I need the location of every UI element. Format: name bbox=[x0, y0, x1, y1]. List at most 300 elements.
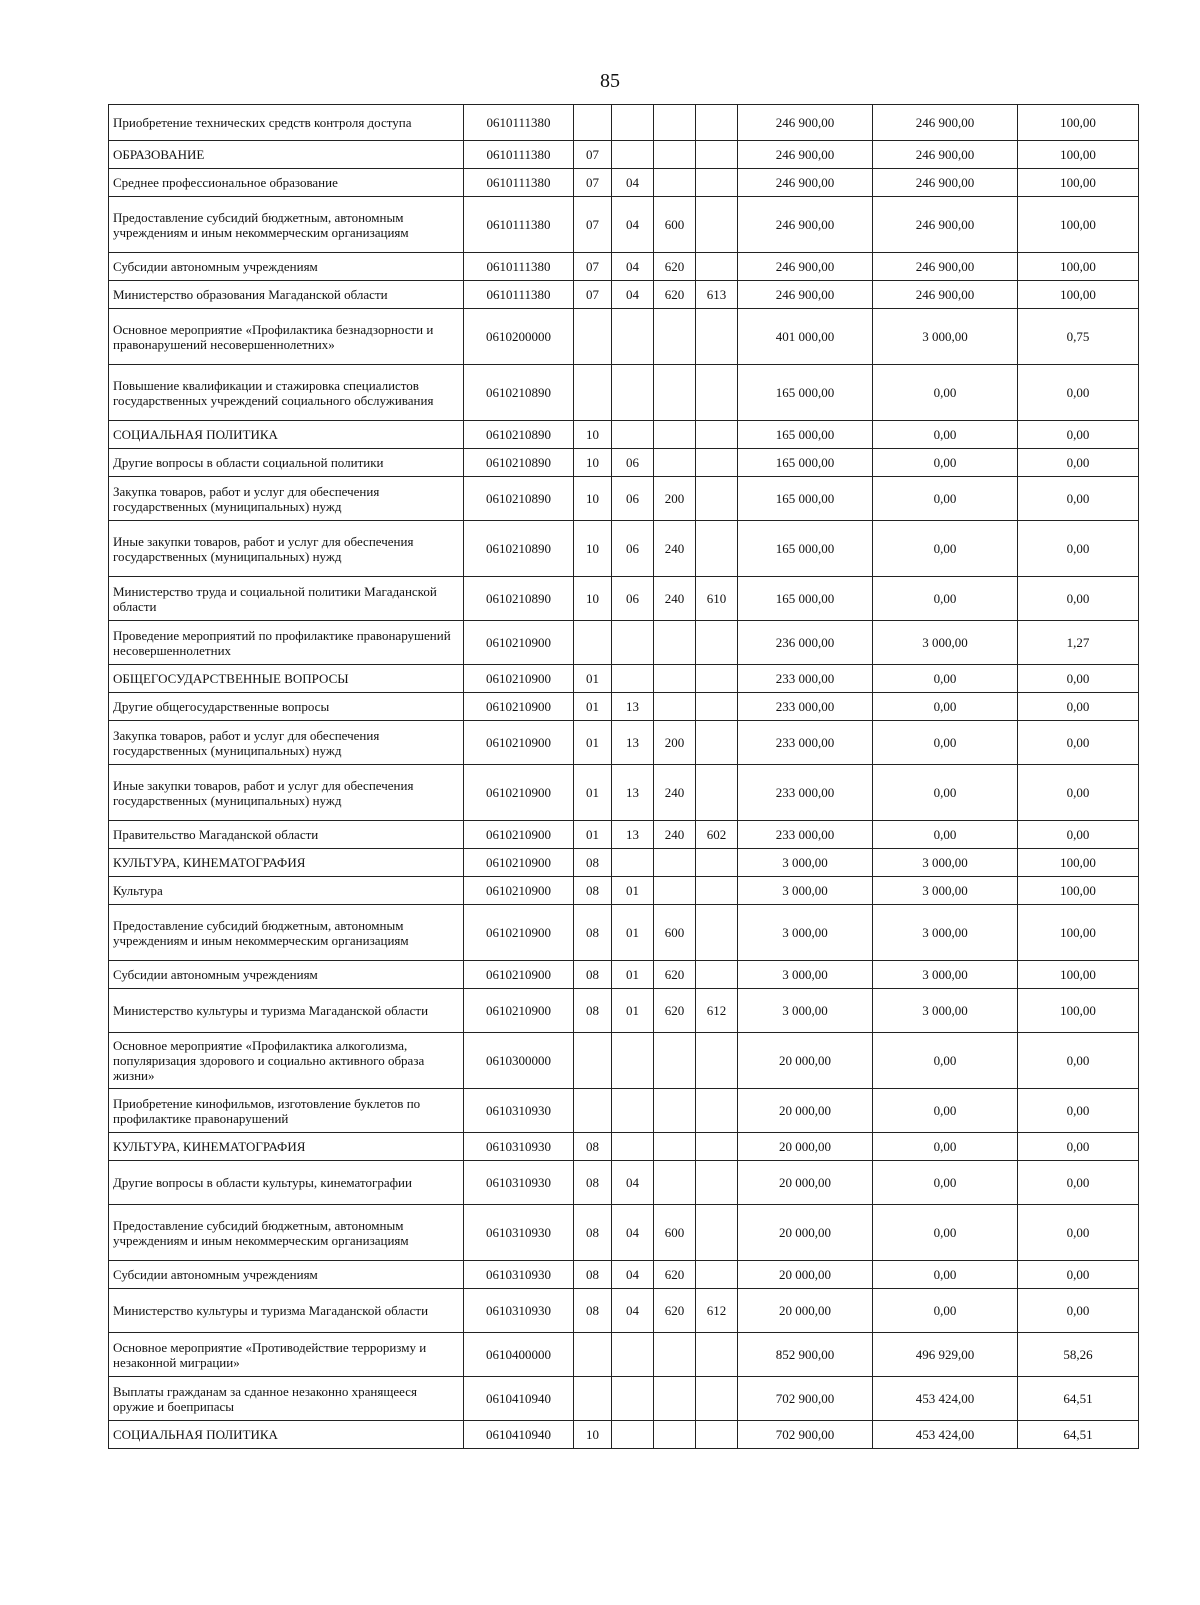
row-percent: 100,00 bbox=[1018, 905, 1139, 961]
row-target-code: 0610210900 bbox=[464, 765, 574, 821]
row-expense-type-code bbox=[654, 1377, 696, 1421]
row-planned-amount: 246 900,00 bbox=[738, 253, 873, 281]
row-percent: 100,00 bbox=[1018, 961, 1139, 989]
table-row bbox=[109, 905, 1139, 961]
row-subsection-code bbox=[612, 1377, 654, 1421]
row-name: Предоставление субсидий бюджетным, автономным учреждениям и иным некоммерческим организациям bbox=[109, 197, 464, 253]
row-expense-type-code bbox=[654, 1089, 696, 1133]
row-name: Иные закупки товаров, работ и услуг для обеспечения государственных (муниципальных) нужд bbox=[109, 765, 464, 821]
row-name: Министерство культуры и туризма Магаданской области bbox=[109, 989, 464, 1033]
row-percent: 0,00 bbox=[1018, 721, 1139, 765]
row-section-code: 08 bbox=[574, 961, 612, 989]
row-subsection-code: 06 bbox=[612, 449, 654, 477]
row-section-code: 07 bbox=[574, 169, 612, 197]
row-percent: 0,00 bbox=[1018, 521, 1139, 577]
row-actual-amount: 0,00 bbox=[873, 765, 1018, 821]
row-subsection-code: 04 bbox=[612, 1289, 654, 1333]
row-name: Другие вопросы в области социальной политики bbox=[109, 449, 464, 477]
table-row bbox=[109, 477, 1139, 521]
table-row bbox=[109, 765, 1139, 821]
row-target-code: 0610111380 bbox=[464, 105, 574, 141]
row-percent: 58,26 bbox=[1018, 1333, 1139, 1377]
row-actual-amount: 0,00 bbox=[873, 365, 1018, 421]
row-planned-amount: 233 000,00 bbox=[738, 693, 873, 721]
row-planned-amount: 852 900,00 bbox=[738, 1333, 873, 1377]
row-subsection-code: 04 bbox=[612, 197, 654, 253]
table-row bbox=[109, 421, 1139, 449]
row-planned-amount: 20 000,00 bbox=[738, 1161, 873, 1205]
row-planned-amount: 165 000,00 bbox=[738, 365, 873, 421]
row-target-code: 0610210900 bbox=[464, 989, 574, 1033]
row-subsection-code: 01 bbox=[612, 877, 654, 905]
row-actual-amount: 0,00 bbox=[873, 821, 1018, 849]
row-planned-amount: 233 000,00 bbox=[738, 721, 873, 765]
row-agency-code bbox=[696, 421, 738, 449]
row-name: Повышение квалификации и стажировка специалистов государственных учреждений социального обслуживания bbox=[109, 365, 464, 421]
row-target-code: 0610210890 bbox=[464, 365, 574, 421]
row-expense-type-code bbox=[654, 1161, 696, 1205]
row-expense-type-code bbox=[654, 621, 696, 665]
row-planned-amount: 165 000,00 bbox=[738, 421, 873, 449]
row-planned-amount: 246 900,00 bbox=[738, 169, 873, 197]
row-actual-amount: 246 900,00 bbox=[873, 197, 1018, 253]
row-agency-code bbox=[696, 365, 738, 421]
row-expense-type-code bbox=[654, 365, 696, 421]
table-row bbox=[109, 253, 1139, 281]
row-percent: 0,00 bbox=[1018, 1289, 1139, 1333]
row-agency-code bbox=[696, 1033, 738, 1089]
table-row bbox=[109, 449, 1139, 477]
table-row bbox=[109, 521, 1139, 577]
row-subsection-code: 13 bbox=[612, 721, 654, 765]
row-expense-type-code bbox=[654, 169, 696, 197]
row-agency-code bbox=[696, 141, 738, 169]
row-section-code: 10 bbox=[574, 477, 612, 521]
table-row bbox=[109, 1333, 1139, 1377]
row-planned-amount: 3 000,00 bbox=[738, 905, 873, 961]
row-agency-code bbox=[696, 1377, 738, 1421]
row-planned-amount: 165 000,00 bbox=[738, 521, 873, 577]
row-name: Предоставление субсидий бюджетным, автономным учреждениям и иным некоммерческим организациям bbox=[109, 1205, 464, 1261]
row-section-code: 01 bbox=[574, 721, 612, 765]
row-percent: 100,00 bbox=[1018, 169, 1139, 197]
row-subsection-code bbox=[612, 1333, 654, 1377]
table-row bbox=[109, 577, 1139, 621]
row-expense-type-code bbox=[654, 1333, 696, 1377]
row-target-code: 0610410940 bbox=[464, 1421, 574, 1449]
row-agency-code bbox=[696, 721, 738, 765]
row-target-code: 0610400000 bbox=[464, 1333, 574, 1377]
row-section-code: 10 bbox=[574, 449, 612, 477]
row-target-code: 0610210890 bbox=[464, 421, 574, 449]
row-agency-code: 602 bbox=[696, 821, 738, 849]
row-target-code: 0610111380 bbox=[464, 169, 574, 197]
row-subsection-code bbox=[612, 665, 654, 693]
row-agency-code bbox=[696, 961, 738, 989]
row-percent: 100,00 bbox=[1018, 877, 1139, 905]
row-target-code: 0610210900 bbox=[464, 665, 574, 693]
row-name: Основное мероприятие «Профилактика алкоголизма, популяризация здорового и социально активного образа жизни» bbox=[109, 1033, 464, 1089]
row-section-code bbox=[574, 105, 612, 141]
row-subsection-code: 06 bbox=[612, 477, 654, 521]
table-row bbox=[109, 1377, 1139, 1421]
row-agency-code bbox=[696, 477, 738, 521]
row-percent: 0,00 bbox=[1018, 1261, 1139, 1289]
row-percent: 0,00 bbox=[1018, 1133, 1139, 1161]
row-agency-code bbox=[696, 105, 738, 141]
row-expense-type-code: 600 bbox=[654, 905, 696, 961]
row-name: Правительство Магаданской области bbox=[109, 821, 464, 849]
row-name: Приобретение технических средств контроля доступа bbox=[109, 105, 464, 141]
row-actual-amount: 0,00 bbox=[873, 1133, 1018, 1161]
row-actual-amount: 0,00 bbox=[873, 449, 1018, 477]
row-actual-amount: 0,00 bbox=[873, 721, 1018, 765]
row-expense-type-code bbox=[654, 877, 696, 905]
row-actual-amount: 0,00 bbox=[873, 1205, 1018, 1261]
row-section-code: 08 bbox=[574, 905, 612, 961]
row-agency-code bbox=[696, 1333, 738, 1377]
row-percent: 100,00 bbox=[1018, 105, 1139, 141]
row-section-code bbox=[574, 1089, 612, 1133]
row-actual-amount: 0,00 bbox=[873, 577, 1018, 621]
row-expense-type-code bbox=[654, 1133, 696, 1161]
row-agency-code bbox=[696, 253, 738, 281]
row-planned-amount: 3 000,00 bbox=[738, 989, 873, 1033]
row-actual-amount: 3 000,00 bbox=[873, 961, 1018, 989]
row-section-code: 07 bbox=[574, 253, 612, 281]
row-planned-amount: 233 000,00 bbox=[738, 665, 873, 693]
table-row bbox=[109, 721, 1139, 765]
row-target-code: 0610310930 bbox=[464, 1089, 574, 1133]
row-target-code: 0610111380 bbox=[464, 197, 574, 253]
row-agency-code bbox=[696, 765, 738, 821]
row-section-code bbox=[574, 621, 612, 665]
row-section-code: 07 bbox=[574, 281, 612, 309]
row-name: Министерство образования Магаданской области bbox=[109, 281, 464, 309]
table-row bbox=[109, 849, 1139, 877]
row-target-code: 0610210890 bbox=[464, 477, 574, 521]
row-actual-amount: 453 424,00 bbox=[873, 1377, 1018, 1421]
row-expense-type-code bbox=[654, 1033, 696, 1089]
row-expense-type-code bbox=[654, 141, 696, 169]
row-target-code: 0610210900 bbox=[464, 621, 574, 665]
row-percent: 0,00 bbox=[1018, 477, 1139, 521]
row-expense-type-code: 240 bbox=[654, 765, 696, 821]
row-percent: 0,00 bbox=[1018, 365, 1139, 421]
row-planned-amount: 165 000,00 bbox=[738, 449, 873, 477]
row-agency-code bbox=[696, 621, 738, 665]
row-subsection-code bbox=[612, 1133, 654, 1161]
row-percent: 0,00 bbox=[1018, 765, 1139, 821]
row-target-code: 0610111380 bbox=[464, 281, 574, 309]
row-subsection-code: 04 bbox=[612, 281, 654, 309]
row-percent: 0,00 bbox=[1018, 449, 1139, 477]
table-row bbox=[109, 281, 1139, 309]
table-row bbox=[109, 1421, 1139, 1449]
row-section-code: 08 bbox=[574, 877, 612, 905]
row-name: Проведение мероприятий по профилактике правонарушений несовершеннолетних bbox=[109, 621, 464, 665]
row-agency-code bbox=[696, 521, 738, 577]
row-planned-amount: 702 900,00 bbox=[738, 1421, 873, 1449]
row-planned-amount: 246 900,00 bbox=[738, 197, 873, 253]
table-row bbox=[109, 1133, 1139, 1161]
row-expense-type-code: 240 bbox=[654, 577, 696, 621]
row-expense-type-code bbox=[654, 105, 696, 141]
row-section-code: 10 bbox=[574, 421, 612, 449]
row-percent: 0,00 bbox=[1018, 1205, 1139, 1261]
row-planned-amount: 3 000,00 bbox=[738, 849, 873, 877]
row-actual-amount: 496 929,00 bbox=[873, 1333, 1018, 1377]
row-planned-amount: 20 000,00 bbox=[738, 1205, 873, 1261]
row-subsection-code: 04 bbox=[612, 253, 654, 281]
row-planned-amount: 20 000,00 bbox=[738, 1089, 873, 1133]
row-name: Основное мероприятие «Противодействие терроризму и незаконной миграции» bbox=[109, 1333, 464, 1377]
row-subsection-code bbox=[612, 141, 654, 169]
row-expense-type-code bbox=[654, 449, 696, 477]
row-percent: 1,27 bbox=[1018, 621, 1139, 665]
row-section-code: 10 bbox=[574, 1421, 612, 1449]
row-agency-code bbox=[696, 905, 738, 961]
row-name: Министерство труда и социальной политики Магаданской области bbox=[109, 577, 464, 621]
row-expense-type-code bbox=[654, 1421, 696, 1449]
row-subsection-code bbox=[612, 849, 654, 877]
budget-table-body bbox=[109, 105, 1139, 1449]
row-name: Приобретение кинофильмов, изготовление буклетов по профилактике правонарушений bbox=[109, 1089, 464, 1133]
row-planned-amount: 233 000,00 bbox=[738, 765, 873, 821]
row-agency-code bbox=[696, 877, 738, 905]
row-section-code bbox=[574, 1333, 612, 1377]
budget-table bbox=[108, 104, 1139, 1449]
row-section-code: 08 bbox=[574, 989, 612, 1033]
row-target-code: 0610111380 bbox=[464, 141, 574, 169]
row-agency-code bbox=[696, 1161, 738, 1205]
row-actual-amount: 3 000,00 bbox=[873, 849, 1018, 877]
row-agency-code bbox=[696, 309, 738, 365]
row-name: СОЦИАЛЬНАЯ ПОЛИТИКА bbox=[109, 1421, 464, 1449]
row-agency-code bbox=[696, 849, 738, 877]
row-target-code: 0610200000 bbox=[464, 309, 574, 365]
table-row bbox=[109, 961, 1139, 989]
row-planned-amount: 20 000,00 bbox=[738, 1033, 873, 1089]
row-target-code: 0610310930 bbox=[464, 1205, 574, 1261]
row-name: СОЦИАЛЬНАЯ ПОЛИТИКА bbox=[109, 421, 464, 449]
row-subsection-code bbox=[612, 365, 654, 421]
row-actual-amount: 0,00 bbox=[873, 665, 1018, 693]
row-expense-type-code: 620 bbox=[654, 281, 696, 309]
row-name: Закупка товаров, работ и услуг для обеспечения государственных (муниципальных) нужд bbox=[109, 721, 464, 765]
row-percent: 100,00 bbox=[1018, 197, 1139, 253]
table-row bbox=[109, 821, 1139, 849]
row-subsection-code: 06 bbox=[612, 521, 654, 577]
row-section-code: 10 bbox=[574, 521, 612, 577]
row-section-code: 07 bbox=[574, 197, 612, 253]
row-name: КУЛЬТУРА, КИНЕМАТОГРАФИЯ bbox=[109, 849, 464, 877]
row-target-code: 0610210900 bbox=[464, 877, 574, 905]
row-subsection-code bbox=[612, 309, 654, 365]
row-percent: 0,00 bbox=[1018, 693, 1139, 721]
row-planned-amount: 20 000,00 bbox=[738, 1289, 873, 1333]
row-actual-amount: 246 900,00 bbox=[873, 169, 1018, 197]
row-section-code bbox=[574, 365, 612, 421]
row-agency-code bbox=[696, 693, 738, 721]
row-agency-code bbox=[696, 169, 738, 197]
row-expense-type-code: 240 bbox=[654, 521, 696, 577]
table-row bbox=[109, 665, 1139, 693]
row-agency-code bbox=[696, 1421, 738, 1449]
row-target-code: 0610210900 bbox=[464, 821, 574, 849]
row-name: Выплаты гражданам за сданное незаконно хранящееся оружие и боеприпасы bbox=[109, 1377, 464, 1421]
row-name: Закупка товаров, работ и услуг для обеспечения государственных (муниципальных) нужд bbox=[109, 477, 464, 521]
row-expense-type-code bbox=[654, 665, 696, 693]
row-subsection-code: 01 bbox=[612, 961, 654, 989]
row-planned-amount: 401 000,00 bbox=[738, 309, 873, 365]
row-name: Министерство культуры и туризма Магаданской области bbox=[109, 1289, 464, 1333]
row-agency-code bbox=[696, 1261, 738, 1289]
row-section-code: 07 bbox=[574, 141, 612, 169]
row-planned-amount: 165 000,00 bbox=[738, 577, 873, 621]
row-planned-amount: 3 000,00 bbox=[738, 877, 873, 905]
row-section-code: 10 bbox=[574, 577, 612, 621]
row-name: Субсидии автономным учреждениям bbox=[109, 961, 464, 989]
row-name: Другие общегосударственные вопросы bbox=[109, 693, 464, 721]
row-target-code: 0610111380 bbox=[464, 253, 574, 281]
row-planned-amount: 20 000,00 bbox=[738, 1261, 873, 1289]
row-section-code: 08 bbox=[574, 1205, 612, 1261]
table-row bbox=[109, 1033, 1139, 1089]
row-actual-amount: 0,00 bbox=[873, 521, 1018, 577]
row-target-code: 0610210900 bbox=[464, 905, 574, 961]
row-target-code: 0610210890 bbox=[464, 521, 574, 577]
row-subsection-code: 13 bbox=[612, 693, 654, 721]
row-target-code: 0610310930 bbox=[464, 1289, 574, 1333]
row-section-code: 08 bbox=[574, 1133, 612, 1161]
row-name: ОБЩЕГОСУДАРСТВЕННЫЕ ВОПРОСЫ bbox=[109, 665, 464, 693]
row-percent: 64,51 bbox=[1018, 1377, 1139, 1421]
row-name: Субсидии автономным учреждениям bbox=[109, 253, 464, 281]
row-agency-code: 610 bbox=[696, 577, 738, 621]
row-section-code: 08 bbox=[574, 1289, 612, 1333]
row-percent: 100,00 bbox=[1018, 253, 1139, 281]
row-actual-amount: 0,00 bbox=[873, 477, 1018, 521]
row-planned-amount: 233 000,00 bbox=[738, 821, 873, 849]
row-actual-amount: 0,00 bbox=[873, 693, 1018, 721]
row-agency-code: 612 bbox=[696, 989, 738, 1033]
row-target-code: 0610310930 bbox=[464, 1261, 574, 1289]
row-section-code: 01 bbox=[574, 821, 612, 849]
row-actual-amount: 246 900,00 bbox=[873, 141, 1018, 169]
row-agency-code bbox=[696, 665, 738, 693]
row-subsection-code: 04 bbox=[612, 1261, 654, 1289]
row-actual-amount: 0,00 bbox=[873, 1089, 1018, 1133]
row-agency-code bbox=[696, 1133, 738, 1161]
row-planned-amount: 702 900,00 bbox=[738, 1377, 873, 1421]
row-percent: 100,00 bbox=[1018, 989, 1139, 1033]
row-section-code: 01 bbox=[574, 665, 612, 693]
row-target-code: 0610210900 bbox=[464, 849, 574, 877]
row-subsection-code bbox=[612, 1089, 654, 1133]
row-subsection-code: 04 bbox=[612, 1205, 654, 1261]
row-planned-amount: 3 000,00 bbox=[738, 961, 873, 989]
row-expense-type-code: 620 bbox=[654, 1289, 696, 1333]
row-agency-code bbox=[696, 449, 738, 477]
table-row bbox=[109, 1289, 1139, 1333]
row-percent: 100,00 bbox=[1018, 849, 1139, 877]
row-subsection-code: 13 bbox=[612, 765, 654, 821]
row-agency-code: 613 bbox=[696, 281, 738, 309]
row-section-code bbox=[574, 1377, 612, 1421]
table-row bbox=[109, 1161, 1139, 1205]
row-target-code: 0610410940 bbox=[464, 1377, 574, 1421]
row-agency-code bbox=[696, 1205, 738, 1261]
table-row bbox=[109, 877, 1139, 905]
row-expense-type-code bbox=[654, 421, 696, 449]
row-section-code: 01 bbox=[574, 765, 612, 821]
row-percent: 100,00 bbox=[1018, 281, 1139, 309]
row-percent: 64,51 bbox=[1018, 1421, 1139, 1449]
row-name: КУЛЬТУРА, КИНЕМАТОГРАФИЯ bbox=[109, 1133, 464, 1161]
row-subsection-code: 04 bbox=[612, 169, 654, 197]
row-agency-code: 612 bbox=[696, 1289, 738, 1333]
row-actual-amount: 246 900,00 bbox=[873, 253, 1018, 281]
row-subsection-code bbox=[612, 621, 654, 665]
row-name: ОБРАЗОВАНИЕ bbox=[109, 141, 464, 169]
row-actual-amount: 0,00 bbox=[873, 1261, 1018, 1289]
row-section-code: 08 bbox=[574, 1161, 612, 1205]
table-row bbox=[109, 365, 1139, 421]
row-expense-type-code bbox=[654, 309, 696, 365]
row-target-code: 0610300000 bbox=[464, 1033, 574, 1089]
row-target-code: 0610310930 bbox=[464, 1133, 574, 1161]
row-actual-amount: 0,00 bbox=[873, 1161, 1018, 1205]
table-row bbox=[109, 1089, 1139, 1133]
table-row bbox=[109, 693, 1139, 721]
row-expense-type-code: 620 bbox=[654, 989, 696, 1033]
row-percent: 100,00 bbox=[1018, 141, 1139, 169]
row-percent: 0,75 bbox=[1018, 309, 1139, 365]
row-percent: 0,00 bbox=[1018, 665, 1139, 693]
row-section-code bbox=[574, 1033, 612, 1089]
table-row bbox=[109, 309, 1139, 365]
table-row bbox=[109, 1261, 1139, 1289]
row-name: Предоставление субсидий бюджетным, автономным учреждениям и иным некоммерческим организациям bbox=[109, 905, 464, 961]
row-target-code: 0610210900 bbox=[464, 961, 574, 989]
table-row bbox=[109, 621, 1139, 665]
row-percent: 0,00 bbox=[1018, 1089, 1139, 1133]
table-row bbox=[109, 1205, 1139, 1261]
row-target-code: 0610210900 bbox=[464, 721, 574, 765]
row-name: Культура bbox=[109, 877, 464, 905]
row-percent: 0,00 bbox=[1018, 1033, 1139, 1089]
row-planned-amount: 246 900,00 bbox=[738, 105, 873, 141]
row-expense-type-code: 620 bbox=[654, 1261, 696, 1289]
row-planned-amount: 20 000,00 bbox=[738, 1133, 873, 1161]
row-subsection-code: 13 bbox=[612, 821, 654, 849]
table-row bbox=[109, 197, 1139, 253]
row-planned-amount: 246 900,00 bbox=[738, 281, 873, 309]
row-section-code: 01 bbox=[574, 693, 612, 721]
row-actual-amount: 246 900,00 bbox=[873, 281, 1018, 309]
row-actual-amount: 3 000,00 bbox=[873, 989, 1018, 1033]
row-target-code: 0610210890 bbox=[464, 449, 574, 477]
row-planned-amount: 165 000,00 bbox=[738, 477, 873, 521]
row-expense-type-code: 600 bbox=[654, 1205, 696, 1261]
table-row bbox=[109, 141, 1139, 169]
row-name: Среднее профессиональное образование bbox=[109, 169, 464, 197]
row-actual-amount: 0,00 bbox=[873, 421, 1018, 449]
row-name: Другие вопросы в области культуры, кинематографии bbox=[109, 1161, 464, 1205]
table-row bbox=[109, 989, 1139, 1033]
row-expense-type-code: 620 bbox=[654, 961, 696, 989]
